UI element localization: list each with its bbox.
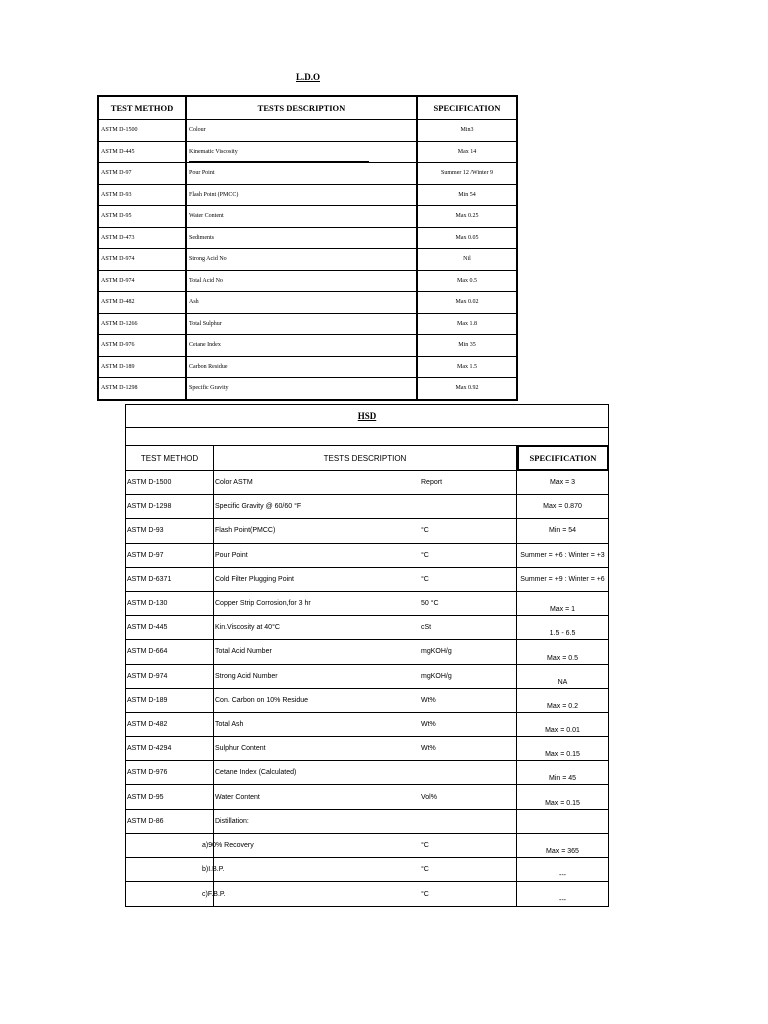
hsd-spacer-row [126,428,608,446]
test-method-cell: ASTM D-974 [99,271,187,292]
unit-cell: °C [419,544,517,567]
unit-cell: mgKOH/g [419,640,517,663]
test-method-cell: ASTM D-189 [99,357,187,378]
table-row [126,471,608,495]
ldo-table [97,95,518,401]
test-method-cell: ASTM D-482 [99,292,187,313]
test-method-cell: ASTM D-6371 [126,568,214,591]
test-description-cell: Distillation: [215,817,249,825]
specification-cell: Summer 12 /Winter 9 [441,170,493,177]
table-row [99,141,516,163]
test-description-cell: Kin.Viscosity at 40°C [215,624,280,632]
ldo-header-method: TEST METHOD [99,97,187,119]
unit-cell: Report [419,471,517,494]
test-method-cell [126,858,214,881]
specification-cell: Max = 365 [546,848,579,855]
test-description-cell: Cetane Index (Calculated) [215,769,297,777]
table-row [99,356,516,378]
distillation-row [126,858,608,882]
test-method-cell: ASTM D-189 [126,689,214,712]
unit-cell [419,761,517,784]
specification-cell: Max = 0.15 [545,799,580,807]
table-row [126,592,608,616]
test-description-cell: a)90% Recovery [202,841,254,849]
test-description-cell: Cetane Index [187,335,418,356]
test-method-cell: ASTM D-1298 [126,495,214,518]
table-row [99,377,516,399]
test-method-cell: ASTM D-1266 [99,314,187,335]
specification-cell: Max 1.8 [457,320,477,327]
specification-cell: Min = 54 [548,527,577,535]
test-description-cell: Flash Point (PMCC) [187,185,418,206]
test-description-cell: Pour Point [187,163,418,184]
ldo-header-specification: SPECIFICATION [433,103,501,113]
unit-cell: 50 °C [419,592,517,615]
specification-cell: Max 0.92 [455,385,479,392]
test-description-cell: c)F.B.P. [202,890,226,898]
table-row [99,227,516,249]
unit-cell [419,495,517,518]
specification-cell: Summer = +6 : Winter = +3 [520,551,605,559]
test-method-cell: ASTM D-95 [126,785,214,808]
unit-cell: °C [419,858,517,881]
test-method-cell: ASTM D-97 [99,163,187,184]
specification-cell: --- [559,872,566,880]
specification-cell [517,810,608,833]
distillation-row [126,882,608,906]
specification-cell: Max 0.5 [457,277,477,284]
test-description-cell: Pour Point [215,551,248,559]
test-method-cell: ASTM D-445 [126,616,214,639]
unit-cell: Vol% [419,785,517,808]
specification-cell: Nil [463,256,471,263]
specification-cell: Max = 1 [549,606,576,614]
specification-cell: Max = 3 [549,479,576,487]
test-description-cell: Copper Strip Corrosion,for 3 hr [215,600,311,608]
test-description-cell: Colour [187,120,418,141]
test-method-cell: ASTM D-93 [126,519,214,542]
table-row [126,544,608,568]
table-row [99,248,516,270]
hsd-title: HSD [126,405,608,428]
table-row [126,568,608,592]
specification-cell: Max = 0.870 [543,503,582,511]
specification-cell: NA [557,678,568,686]
test-method-cell: ASTM D-1500 [99,120,187,141]
test-method-cell: ASTM D-473 [99,228,187,249]
test-method-cell: ASTM D-4294 [126,737,214,760]
ldo-title: L.D.O [296,72,321,82]
test-method-cell: ASTM D-482 [126,713,214,736]
unit-cell [419,810,517,833]
table-row [99,205,516,227]
test-method-cell: ASTM D-1298 [99,378,187,399]
test-method-cell: ASTM D-974 [126,665,214,688]
specification-cell: --- [559,897,566,905]
table-row [126,640,608,664]
table-row [99,184,516,206]
test-method-cell: ASTM D-93 [99,185,187,206]
test-method-cell: ASTM D-86 [126,810,214,833]
test-description-cell: Strong Acid Number [215,672,278,680]
table-row [126,810,608,834]
specification-cell: Min 35 [458,342,476,349]
test-description-cell: Total Sulphur [187,314,418,335]
specification-cell: Max = 0.15 [545,751,580,759]
test-method-cell: ASTM D-95 [99,206,187,227]
test-description-cell: Specific Gravity @ 60/60 °F [215,503,302,511]
table-row [99,334,516,356]
table-row [126,785,608,809]
table-row [99,270,516,292]
test-description-cell: Sulphur Content [215,745,266,753]
test-description-cell: Color ASTM [215,479,253,487]
test-description-cell: Total Ash [215,720,244,728]
test-description-cell: Carbon Residue [187,357,418,378]
unit-cell: cSt [419,616,517,639]
unit-cell: °C [419,519,517,542]
specification-cell: Min = 45 [548,775,577,783]
ldo-header-row [99,97,516,119]
specification-cell: Max 0.05 [455,234,479,241]
test-description-cell: Water Content [215,793,260,801]
specification-cell: Min3 [460,127,474,134]
test-method-cell [126,882,214,906]
test-method-cell: ASTM D-974 [99,249,187,270]
test-description-cell: Water Content [187,206,418,227]
table-row [99,291,516,313]
specification-cell: 1.5 - 6.5 [549,630,576,638]
test-method-cell: ASTM D-130 [126,592,214,615]
unit-cell: Wt% [419,689,517,712]
unit-cell: Wt% [419,737,517,760]
test-method-cell [126,834,214,857]
unit-cell: °C [419,882,517,906]
specification-cell: Max 0.02 [455,299,479,306]
specification-cell: Max 0.25 [455,213,479,220]
test-description-cell: Strong Acid No [187,249,418,270]
table-row [126,761,608,785]
test-method-cell: ASTM D-445 [99,142,187,163]
table-row [126,737,608,761]
test-description-cell: Con. Carbon on 10% Residue [215,696,309,704]
table-row [99,313,516,335]
table-row [126,713,608,737]
test-description-cell: Sediments [187,228,418,249]
specification-cell: Max = 0.2 [547,702,578,710]
test-method-cell: ASTM D-97 [126,544,214,567]
unit-cell: Wt% [419,713,517,736]
test-description-cell: Kinematic Viscosity [187,142,418,163]
table-row [126,665,608,689]
test-method-cell: ASTM D-976 [126,761,214,784]
ldo-header-description: TESTS DESCRIPTION [187,97,418,119]
test-description-cell: Specific Gravity [187,378,418,399]
table-row [99,162,516,184]
unit-cell: mgKOH/g [419,665,517,688]
test-description-cell: Ash [187,292,418,313]
table-row [126,495,608,519]
hsd-table [125,404,609,907]
test-description-cell: Total Acid Number [215,648,272,656]
table-row [126,616,608,640]
test-description-cell: Total Acid No [187,271,418,292]
test-description-cell: Flash Point(PMCC) [215,527,276,535]
table-row [126,689,608,713]
underline-divider [189,161,369,162]
unit-cell: °C [419,568,517,591]
specification-cell: Max 14 [457,148,477,155]
hsd-header-method: TEST METHOD [126,446,214,470]
hsd-header-description: TESTS DESCRIPTION [214,446,517,470]
table-row [99,119,516,141]
unit-cell: °C [419,834,517,857]
specification-cell: Max 1.5 [457,363,477,370]
test-method-cell: ASTM D-664 [126,640,214,663]
hsd-header-specification: SPECIFICATION [517,445,609,471]
test-method-cell: ASTM D-1500 [126,471,214,494]
test-description-cell: b)I.B.P. [202,866,225,874]
specification-cell: Summer = +9 : Winter = +6 [520,575,605,583]
distillation-row [126,834,608,858]
test-description-cell: Cold Filter Plugging Point [215,575,294,583]
specification-cell: Max = 0.5 [547,654,578,662]
table-row [126,519,608,543]
specification-cell: Max = 0.01 [545,727,580,735]
hsd-header-row [126,446,608,471]
specification-cell: Min 54 [458,191,476,198]
test-method-cell: ASTM D-976 [99,335,187,356]
